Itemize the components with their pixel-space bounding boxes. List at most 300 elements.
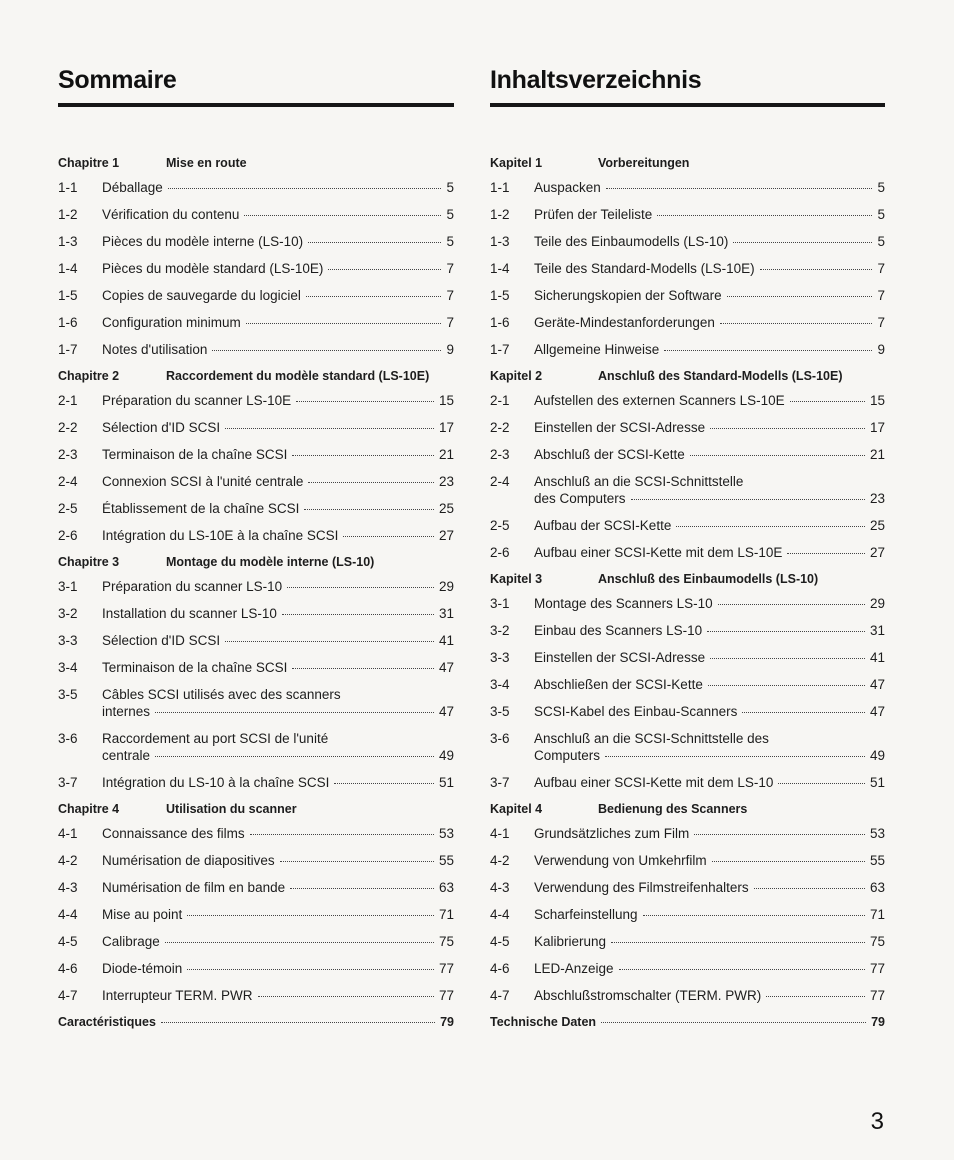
entry-title: Allgemeine Hinweise	[534, 342, 660, 357]
entry-number: 2-4	[58, 474, 78, 489]
dot-leader	[161, 1022, 435, 1023]
toc-entry	[490, 419, 885, 436]
entry-title-block	[534, 314, 885, 331]
chapter-title: Anschluß des Einbaumodells (LS-10)	[598, 572, 819, 586]
dot-leader	[708, 685, 865, 686]
dot-leader	[611, 942, 865, 943]
entry-title-line	[102, 747, 454, 764]
entry-title-block	[534, 517, 885, 534]
entry-title-line	[102, 446, 454, 463]
entry-title-line	[102, 703, 454, 720]
chapter-heading	[490, 801, 885, 817]
toc-entry	[490, 622, 885, 639]
entry-title-block	[102, 206, 454, 223]
dot-leader	[306, 296, 442, 297]
dot-leader	[676, 526, 865, 527]
chapter-heading	[490, 155, 885, 171]
entry-title-line	[102, 314, 454, 331]
toc-entry	[490, 987, 885, 1004]
dot-leader	[287, 587, 434, 588]
entry-title: Aufbau der SCSI-Kette	[534, 518, 672, 533]
entry-number: 1-1	[490, 180, 510, 195]
entry-title-block	[534, 595, 885, 612]
entry-title-line	[534, 544, 885, 561]
entry-title-block	[534, 774, 885, 791]
entry-title-block	[534, 676, 885, 693]
entry-number: 4-4	[58, 907, 78, 922]
entry-number: 3-6	[490, 731, 510, 746]
entry-title-continued: des Computers	[534, 491, 626, 506]
entry-title: Anschluß an die SCSI-Schnittstelle	[534, 474, 744, 489]
dot-leader	[766, 996, 865, 997]
page-ref: 79	[871, 1015, 885, 1029]
toc-entry	[58, 906, 454, 923]
toc-entry	[58, 774, 454, 791]
entry-title-line	[102, 774, 454, 791]
entry-title-line	[534, 852, 885, 869]
page-ref: 47	[438, 660, 454, 675]
toc-entry	[58, 987, 454, 1004]
page-ref: 5	[446, 234, 454, 249]
page-ref: 15	[869, 393, 885, 408]
toc-entry	[58, 960, 454, 977]
entry-title-continued: internes	[102, 704, 151, 719]
entry-title-block	[534, 987, 885, 1004]
dot-leader	[718, 604, 865, 605]
entry-title-line	[102, 632, 454, 649]
entry-number: 4-3	[490, 880, 510, 895]
entry-title-block	[102, 730, 454, 764]
page-ref: 5	[877, 207, 885, 222]
entry-title: Vérification du contenu	[102, 207, 240, 222]
toc-entry	[490, 676, 885, 693]
entry-title: Prüfen der Teileliste	[534, 207, 653, 222]
chapter-title: Bedienung des Scanners	[598, 802, 748, 816]
entry-title-line	[534, 906, 885, 923]
page-ref: 77	[438, 988, 454, 1003]
toc-entry	[490, 179, 885, 196]
entry-title: Aufbau einer SCSI-Kette mit dem LS-10	[534, 775, 774, 790]
entry-number: 4-5	[490, 934, 510, 949]
entry-title-line	[102, 341, 454, 358]
toc-entry	[58, 659, 454, 676]
toc-entry	[58, 632, 454, 649]
entry-title-block	[534, 206, 885, 223]
dot-leader	[790, 401, 865, 402]
entry-title: Terminaison de la chaîne SCSI	[102, 447, 288, 462]
entry-number: 2-6	[490, 545, 510, 560]
entry-title-line	[102, 906, 454, 923]
entry-title-line	[102, 933, 454, 950]
dot-leader	[168, 188, 442, 189]
chapter-number: Chapitre 4	[58, 802, 120, 816]
entry-number: 1-5	[58, 288, 78, 303]
entry-title-block	[102, 446, 454, 463]
dot-leader	[742, 712, 865, 713]
entry-title-block	[534, 179, 885, 196]
page-ref: 9	[877, 342, 885, 357]
entry-number: 3-7	[490, 775, 510, 790]
entry-number: 4-7	[490, 988, 510, 1003]
dot-leader	[707, 631, 865, 632]
page-ref: 27	[869, 545, 885, 560]
entry-title-block	[534, 544, 885, 561]
entry-title: Raccordement au port SCSI de l'unité	[102, 731, 329, 746]
entry-number: 3-2	[58, 606, 78, 621]
entry-number: 4-4	[490, 907, 510, 922]
entry-title-line	[102, 179, 454, 196]
page-ref: 75	[869, 934, 885, 949]
dot-leader	[619, 969, 865, 970]
page-ref: 7	[446, 288, 454, 303]
page-ref: 7	[877, 315, 885, 330]
entry-title-block	[102, 179, 454, 196]
entry-title-block	[534, 730, 885, 764]
entry-number: 3-1	[490, 596, 510, 611]
chapter-title: Anschluß des Standard-Modells (LS-10E)	[598, 369, 843, 383]
page-ref: 47	[869, 704, 885, 719]
toc-entry	[490, 595, 885, 612]
entry-title: Installation du scanner LS-10	[102, 606, 277, 621]
page-ref: 49	[438, 748, 454, 763]
dot-leader	[258, 996, 434, 997]
entry-title-line	[534, 419, 885, 436]
entry-title-line	[534, 517, 885, 534]
entry-title-block	[534, 879, 885, 896]
toc-entry	[490, 730, 885, 764]
entry-title-block	[102, 906, 454, 923]
toc-entry	[490, 960, 885, 977]
entry-title-line	[102, 419, 454, 436]
entry-title-block	[534, 446, 885, 463]
entry-title: Geräte-Mindestanforderungen	[534, 315, 715, 330]
entry-title-block	[102, 632, 454, 649]
entry-title-block	[534, 473, 885, 507]
french-heading: Sommaire	[58, 66, 177, 94]
entry-title-line	[534, 879, 885, 896]
toc-entry	[58, 341, 454, 358]
toc-entry	[490, 446, 885, 463]
dot-leader	[710, 428, 865, 429]
entry-number: 1-4	[58, 261, 78, 276]
page-number: 3	[870, 1108, 884, 1135]
entry-title-block	[102, 392, 454, 409]
toc-entry	[58, 605, 454, 622]
entry-number: 2-2	[58, 420, 78, 435]
toc-entry	[58, 260, 454, 277]
entry-number: 2-3	[58, 447, 78, 462]
chapter-number: Kapitel 3	[490, 572, 543, 586]
entry-title-line	[534, 341, 885, 358]
entry-title: Teile des Standard-Modells (LS-10E)	[534, 261, 755, 276]
entry-title-block	[534, 852, 885, 869]
dot-leader	[694, 834, 865, 835]
entry-number: 2-1	[490, 393, 510, 408]
dot-leader	[727, 296, 873, 297]
entry-title-block	[534, 392, 885, 409]
entry-title-block	[102, 825, 454, 842]
entry-title-line	[102, 825, 454, 842]
entry-title-block	[534, 933, 885, 950]
toc-entry	[58, 933, 454, 950]
entry-title-block	[102, 774, 454, 791]
page-ref: 31	[869, 623, 885, 638]
entry-title: Intégration du LS-10E à la chaîne SCSI	[102, 528, 339, 543]
toc-entry	[490, 341, 885, 358]
dot-leader	[290, 888, 434, 889]
entry-title-block	[102, 659, 454, 676]
entry-title-line	[534, 233, 885, 250]
entry-title: Terminaison de la chaîne SCSI	[102, 660, 288, 675]
entry-title-block	[102, 287, 454, 304]
dot-leader	[187, 969, 434, 970]
dot-leader	[733, 242, 872, 243]
entry-title-block	[102, 527, 454, 544]
french-heading-rule	[58, 103, 454, 107]
entry-title-block	[534, 622, 885, 639]
entry-title-block	[534, 287, 885, 304]
entry-title: Grundsätzliches zum Film	[534, 826, 690, 841]
entry-title-line	[534, 260, 885, 277]
page-ref: 71	[869, 907, 885, 922]
entry-title: Abschluß der SCSI-Kette	[534, 447, 685, 462]
toc-entry	[490, 906, 885, 923]
entry-title-line	[534, 314, 885, 331]
final-entry-line	[58, 1014, 454, 1030]
toc-entry	[58, 825, 454, 842]
entry-title-block	[102, 960, 454, 977]
page-ref: 5	[446, 180, 454, 195]
entry-title-line	[534, 747, 885, 764]
entry-number: 1-2	[58, 207, 78, 222]
entry-title: Câbles SCSI utilisés avec des scanners	[102, 687, 341, 702]
entry-title: Copies de sauvegarde du logiciel	[102, 288, 301, 303]
entry-title-block	[534, 341, 885, 358]
toc-entry	[490, 517, 885, 534]
dot-leader	[246, 323, 442, 324]
entry-number: 2-4	[490, 474, 510, 489]
dot-leader	[155, 712, 434, 713]
entry-title: Einstellen der SCSI-Adresse	[534, 650, 706, 665]
entry-number: 3-3	[490, 650, 510, 665]
entry-title-line	[102, 233, 454, 250]
entry-number: 4-3	[58, 880, 78, 895]
page-ref: 55	[438, 853, 454, 868]
entry-number: 2-5	[490, 518, 510, 533]
dot-leader	[343, 536, 434, 537]
entry-title-line	[534, 960, 885, 977]
toc-entry	[490, 206, 885, 223]
toc-entry	[490, 774, 885, 791]
toc-entry	[58, 446, 454, 463]
page-ref: 23	[438, 474, 454, 489]
dot-leader	[212, 350, 441, 351]
german-heading-rule	[490, 103, 885, 107]
toc-entry	[490, 852, 885, 869]
page-ref: 41	[869, 650, 885, 665]
chapter-title: Vorbereitungen	[598, 156, 690, 170]
page-ref: 53	[869, 826, 885, 841]
chapter-number: Chapitre 3	[58, 555, 120, 569]
chapter-heading	[58, 801, 454, 817]
toc-entry	[58, 233, 454, 250]
chapter-title: Mise en route	[166, 156, 247, 170]
page-ref: 51	[438, 775, 454, 790]
entry-title-line	[102, 473, 454, 490]
entry-title: Scharfeinstellung	[534, 907, 638, 922]
dot-leader	[250, 834, 434, 835]
dot-leader	[664, 350, 872, 351]
entry-title: Pièces du modèle interne (LS-10)	[102, 234, 304, 249]
entry-title: SCSI-Kabel des Einbau-Scanners	[534, 704, 738, 719]
entry-title-line	[102, 879, 454, 896]
entry-title: Kalibrierung	[534, 934, 607, 949]
entry-title-line	[534, 649, 885, 666]
dot-leader	[778, 783, 865, 784]
entry-number: 4-1	[490, 826, 510, 841]
page-ref: 47	[438, 704, 454, 719]
dot-leader	[308, 482, 434, 483]
page-ref: 7	[446, 261, 454, 276]
entry-title-block	[534, 825, 885, 842]
entry-title-line	[534, 446, 885, 463]
entry-number: 3-5	[490, 704, 510, 719]
entry-number: 1-5	[490, 288, 510, 303]
entry-title-line	[534, 774, 885, 791]
chapter-number: Kapitel 1	[490, 156, 543, 170]
entry-title-block	[102, 233, 454, 250]
entry-title-line	[534, 622, 885, 639]
entry-number: 1-6	[58, 315, 78, 330]
toc-entry	[490, 314, 885, 331]
entry-number: 4-6	[490, 961, 510, 976]
entry-title: Verwendung des Filmstreifenhalters	[534, 880, 749, 895]
entry-number: 1-6	[490, 315, 510, 330]
entry-title-block	[534, 419, 885, 436]
toc-entry	[490, 933, 885, 950]
dot-leader	[643, 915, 865, 916]
page-ref: 49	[869, 748, 885, 763]
entry-number: 2-1	[58, 393, 78, 408]
entry-title-line	[102, 578, 454, 595]
chapter-heading	[58, 368, 454, 384]
page-ref: 7	[877, 288, 885, 303]
entry-title: Aufstellen des externen Scanners LS-10E	[534, 393, 785, 408]
entry-title: Calibrage	[102, 934, 160, 949]
entry-title-line	[102, 287, 454, 304]
toc-entry	[58, 287, 454, 304]
final-entry-title: Technische Daten	[490, 1015, 597, 1029]
entry-number: 3-3	[58, 633, 78, 648]
entry-title: Intégration du LS-10 à la chaîne SCSI	[102, 775, 330, 790]
page-ref: 53	[438, 826, 454, 841]
entry-title-block	[102, 852, 454, 869]
page-ref: 9	[446, 342, 454, 357]
entry-title-block	[534, 260, 885, 277]
entry-title: Numérisation de film en bande	[102, 880, 286, 895]
entry-title-block	[534, 649, 885, 666]
entry-title: Connaissance des films	[102, 826, 245, 841]
entry-title-line	[534, 490, 885, 507]
entry-number: 1-4	[490, 261, 510, 276]
entry-title: Teile des Einbaumodells (LS-10)	[534, 234, 729, 249]
entry-title: Déballage	[102, 180, 163, 195]
entry-number: 3-4	[490, 677, 510, 692]
entry-number: 4-6	[58, 961, 78, 976]
toc-entry	[490, 233, 885, 250]
toc-entry	[58, 473, 454, 490]
toc-entry	[490, 544, 885, 561]
final-entry-line	[490, 1014, 885, 1030]
entry-number: 1-7	[58, 342, 78, 357]
dot-leader	[165, 942, 434, 943]
entry-title-line	[102, 960, 454, 977]
entry-title-continued: centrale	[102, 748, 151, 763]
dot-leader	[187, 915, 434, 916]
entry-title-line	[534, 825, 885, 842]
entry-title: Sélection d'ID SCSI	[102, 420, 221, 435]
entry-number: 3-2	[490, 623, 510, 638]
page-ref: 7	[446, 315, 454, 330]
dot-leader	[760, 269, 873, 270]
dot-leader	[280, 861, 434, 862]
page-ref: 63	[869, 880, 885, 895]
dot-leader	[225, 641, 434, 642]
dot-leader	[710, 658, 865, 659]
toc-entry	[58, 392, 454, 409]
chapter-number: Chapitre 1	[58, 156, 120, 170]
entry-title-line	[534, 287, 885, 304]
entry-title: Auspacken	[534, 180, 601, 195]
chapter-heading	[58, 155, 454, 171]
entry-title-line	[102, 500, 454, 517]
toc-entry	[58, 179, 454, 196]
toc-entry	[490, 392, 885, 409]
dot-leader	[282, 614, 434, 615]
entry-number: 1-2	[490, 207, 510, 222]
page-ref: 5	[877, 180, 885, 195]
toc-entry	[58, 730, 454, 764]
entry-title-line	[534, 595, 885, 612]
entry-title-block	[102, 933, 454, 950]
page-ref: 41	[438, 633, 454, 648]
entry-title-block	[534, 906, 885, 923]
entry-number: 1-3	[58, 234, 78, 249]
toc-entry	[58, 527, 454, 544]
page-ref: 21	[438, 447, 454, 462]
toc-entry	[58, 879, 454, 896]
dot-leader	[292, 455, 434, 456]
dot-leader	[605, 756, 865, 757]
toc-entry	[490, 260, 885, 277]
entry-title: Numérisation de diapositives	[102, 853, 275, 868]
entry-title-block	[102, 260, 454, 277]
entry-title-block	[102, 419, 454, 436]
entry-title-line	[534, 676, 885, 693]
entry-title-line	[102, 527, 454, 544]
entry-number: 3-4	[58, 660, 78, 675]
toc-entry	[58, 314, 454, 331]
entry-number: 4-1	[58, 826, 78, 841]
dot-leader	[712, 861, 865, 862]
page-ref: 23	[869, 491, 885, 506]
dot-leader	[606, 188, 873, 189]
entry-title-line	[534, 206, 885, 223]
entry-title-line	[102, 987, 454, 1004]
entry-title-line	[102, 852, 454, 869]
entry-number: 4-2	[58, 853, 78, 868]
entry-title-block	[534, 960, 885, 977]
